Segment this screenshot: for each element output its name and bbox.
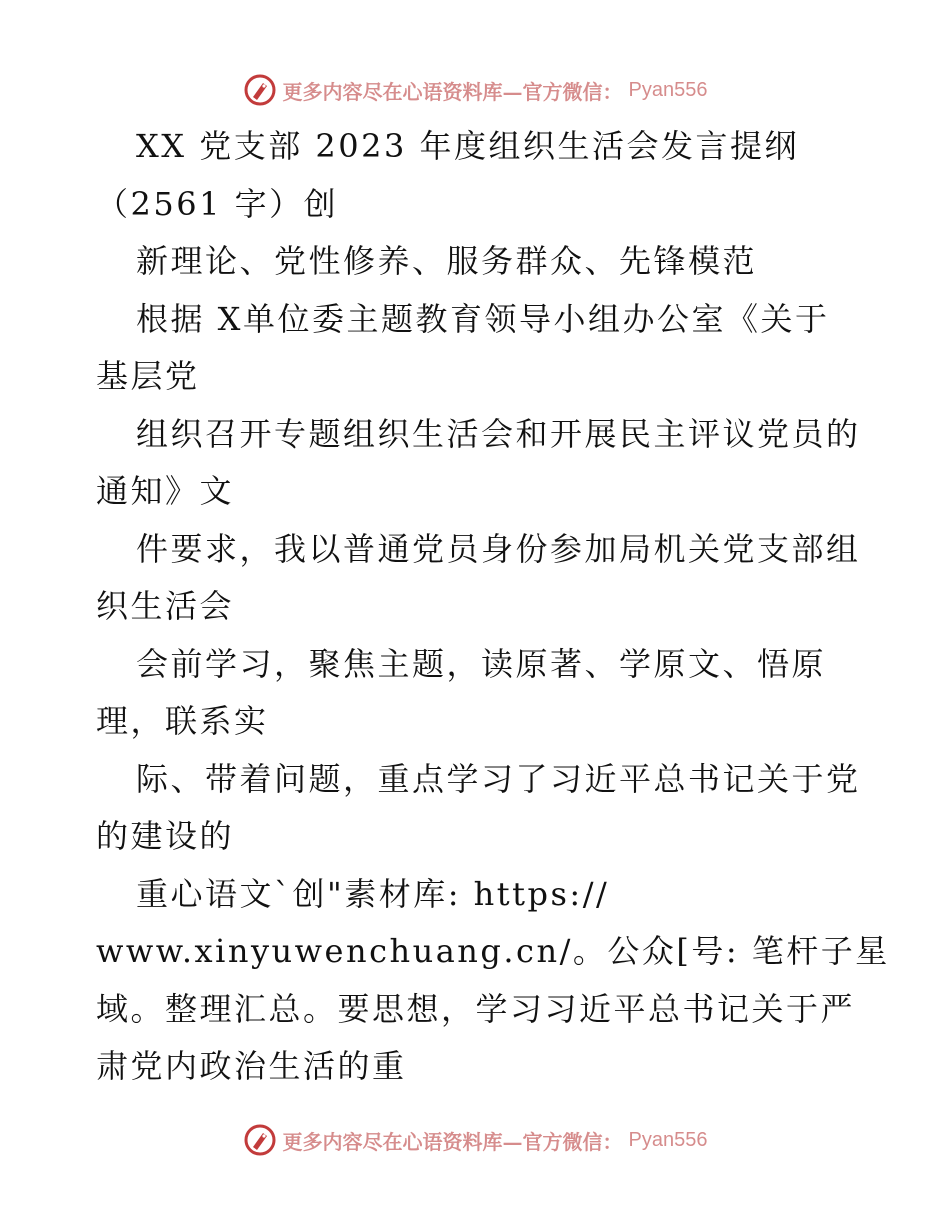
text-line: 件要求，我以普通党员身份参加局机关党支部组 bbox=[136, 529, 861, 568]
text-line: 的建设的 bbox=[96, 817, 235, 855]
text-line: 组织召开专题组织生活会和开展民主评议党员的 bbox=[136, 414, 861, 453]
text-line: 会前学习，聚焦主题，读原著、学原文、悟原 bbox=[136, 644, 827, 683]
text-line: 织生活会 bbox=[96, 587, 235, 625]
text-line: 新理论、党性修养、服务群众、先锋模范 bbox=[136, 242, 758, 280]
text-line: 重心语文`创"素材库: https:// bbox=[136, 874, 610, 913]
footer-banner-contact: Pyan556 bbox=[628, 1128, 708, 1151]
text-line: 肃党内政治生活的重 bbox=[96, 1047, 407, 1085]
pen-logo-icon bbox=[243, 1123, 277, 1157]
header-banner-text: 更多内容尽在心语资料库—官方微信： bbox=[282, 79, 623, 104]
text-line: 域。整理汇总。要思想，学习习近平总书记关于严 bbox=[96, 989, 856, 1028]
footer-banner-text: 更多内容尽在心语资料库—官方微信： bbox=[282, 1129, 623, 1154]
document-body bbox=[96, 118, 890, 1096]
text-line: （2561 字）创 bbox=[96, 184, 339, 223]
header-banner-inner bbox=[243, 73, 708, 107]
text-line: 通知》文 bbox=[96, 472, 235, 510]
pen-logo-icon bbox=[243, 73, 277, 107]
text-line: 根据 X单位委主题教育领导小组办公室《关于 bbox=[136, 299, 830, 338]
text-line: 基层党 bbox=[96, 357, 200, 395]
footer-banner bbox=[0, 1120, 950, 1160]
header-banner bbox=[0, 70, 950, 110]
text-line: www.xinyuwenchuang.cn/。公众[号: 笔杆子星 bbox=[96, 932, 890, 970]
text-line: XX 党支部 2023 年度组织生活会发言提纲 bbox=[136, 127, 800, 165]
header-banner-contact: Pyan556 bbox=[628, 78, 708, 101]
footer-banner-inner bbox=[243, 1123, 708, 1157]
text-line: 理，联系实 bbox=[96, 702, 269, 740]
text-line: 际、带着问题，重点学习了习近平总书记关于党 bbox=[136, 759, 861, 798]
